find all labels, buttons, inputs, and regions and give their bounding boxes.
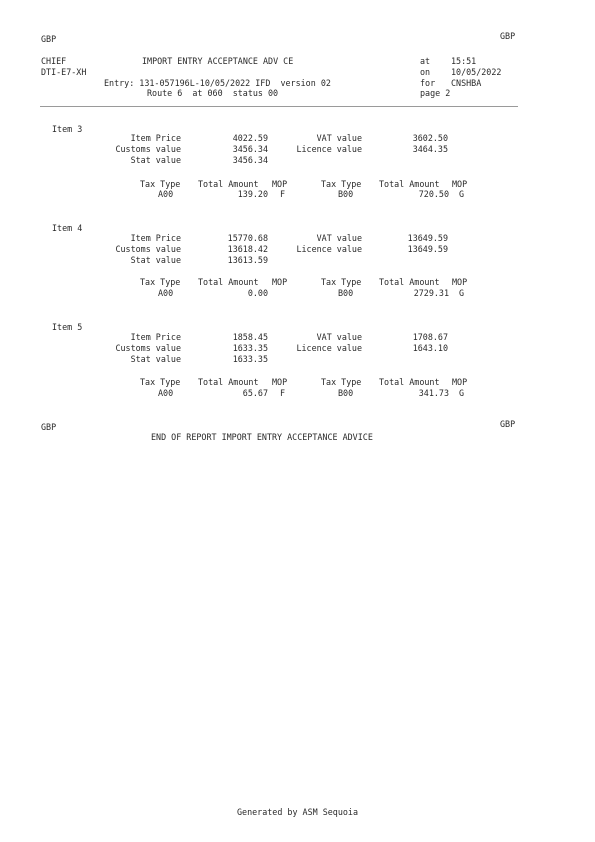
- route-line: Route 6 at 060 status 00: [147, 88, 279, 98]
- item-label: Item 3: [52, 124, 83, 134]
- stat-value-label: Stat value: [130, 255, 181, 265]
- licence-value: 13649.59: [407, 244, 448, 254]
- tax-type-header: Tax Type: [140, 377, 181, 387]
- item-price-label: Item Price: [130, 133, 181, 143]
- customs-value-label: Customs value: [115, 244, 181, 254]
- customs-value: 1633.35: [232, 343, 268, 353]
- system-name: CHIEF: [41, 56, 67, 66]
- item-price-label: Item Price: [130, 233, 181, 243]
- on-label: on: [420, 67, 431, 77]
- header-divider: [40, 106, 518, 107]
- total-amount-header: Total Amount: [198, 377, 259, 387]
- total-amount-header: Total Amount: [198, 277, 259, 287]
- vat-value: 3602.50: [412, 133, 448, 143]
- customs-value: 3456.34: [232, 144, 268, 154]
- for-value: CNSHBA: [451, 78, 482, 88]
- vat-value-label: VAT value: [316, 332, 362, 342]
- total-amount-header: Total Amount: [379, 377, 440, 387]
- tax-amount-value: 65.67: [242, 388, 268, 398]
- generated-by: Generated by ASM Sequoia: [236, 807, 358, 817]
- tax-type-value: B00: [338, 388, 354, 398]
- mop-header: MOP: [272, 377, 288, 387]
- stat-value: 1633.35: [232, 354, 268, 364]
- currency-corner-right: GBP: [500, 31, 516, 41]
- item-price-value: 4022.59: [232, 133, 268, 143]
- item-price-value: 15770.68: [227, 233, 268, 243]
- vat-value: 1708.67: [412, 332, 448, 342]
- tax-type-header: Tax Type: [321, 377, 362, 387]
- tax-type-value: A00: [158, 388, 174, 398]
- tax-type-value: B00: [338, 189, 354, 199]
- stat-value: 13613.59: [227, 255, 268, 265]
- item-price-value: 1858.45: [232, 332, 268, 342]
- mop-header: MOP: [452, 179, 468, 189]
- item-price-label: Item Price: [130, 332, 181, 342]
- stat-value-label: Stat value: [130, 354, 181, 364]
- on-value: 10/05/2022: [451, 67, 502, 77]
- page-number: page 2: [420, 88, 451, 98]
- tax-amount-value: 2729.31: [413, 288, 449, 298]
- mop-value: G: [459, 288, 465, 298]
- tax-amount-value: 720.50: [418, 189, 449, 199]
- mop-header: MOP: [272, 179, 288, 189]
- licence-value-label: Licence value: [296, 343, 362, 353]
- tax-type-value: A00: [158, 288, 174, 298]
- currency-corner-left: GBP: [41, 34, 57, 44]
- item-label: Item 4: [52, 223, 83, 233]
- tax-type-header: Tax Type: [140, 179, 181, 189]
- for-label: for: [420, 78, 436, 88]
- entry-line: Entry: 131-057196L-10/05/2022 IFD version 02: [104, 78, 331, 88]
- stat-value-label: Stat value: [130, 155, 181, 165]
- customs-value: 13618.42: [227, 244, 268, 254]
- licence-value-label: Licence value: [296, 244, 362, 254]
- tax-amount-value: 341.73: [418, 388, 449, 398]
- tax-type-value: A00: [158, 189, 174, 199]
- stat-value: 3456.34: [232, 155, 268, 165]
- mop-header: MOP: [452, 277, 468, 287]
- vat-value: 13649.59: [407, 233, 448, 243]
- report-title: IMPORT ENTRY ACCEPTANCE ADV CE: [142, 56, 294, 66]
- tax-amount-value: 0.00: [247, 288, 268, 298]
- total-amount-header: Total Amount: [379, 179, 440, 189]
- mop-value: G: [459, 189, 465, 199]
- mop-value: F: [280, 189, 286, 199]
- customs-value-label: Customs value: [115, 144, 181, 154]
- mop-value: G: [459, 388, 465, 398]
- mop-header: MOP: [272, 277, 288, 287]
- customs-value-label: Customs value: [115, 343, 181, 353]
- licence-value-label: Licence value: [296, 144, 362, 154]
- item-label: Item 5: [52, 322, 83, 332]
- vat-value-label: VAT value: [316, 133, 362, 143]
- tax-type-header: Tax Type: [321, 179, 362, 189]
- end-of-report: END OF REPORT IMPORT ENTRY ACCEPTANCE ADVICE: [151, 432, 373, 442]
- mop-header: MOP: [452, 377, 468, 387]
- mop-value: F: [280, 388, 286, 398]
- tax-type-value: B00: [338, 288, 354, 298]
- licence-value: 3464.35: [412, 144, 448, 154]
- tax-type-header: Tax Type: [140, 277, 181, 287]
- at-label: at: [420, 56, 431, 66]
- total-amount-header: Total Amount: [198, 179, 259, 189]
- tax-amount-value: 139.20: [237, 189, 268, 199]
- currency-corner-left: GBP: [41, 422, 57, 432]
- total-amount-header: Total Amount: [379, 277, 440, 287]
- vat-value-label: VAT value: [316, 233, 362, 243]
- report-id: DTI-E7-XH: [41, 67, 87, 77]
- tax-type-header: Tax Type: [321, 277, 362, 287]
- at-value: 15:51: [451, 56, 477, 66]
- currency-corner-right: GBP: [500, 419, 516, 429]
- licence-value: 1643.10: [412, 343, 448, 353]
